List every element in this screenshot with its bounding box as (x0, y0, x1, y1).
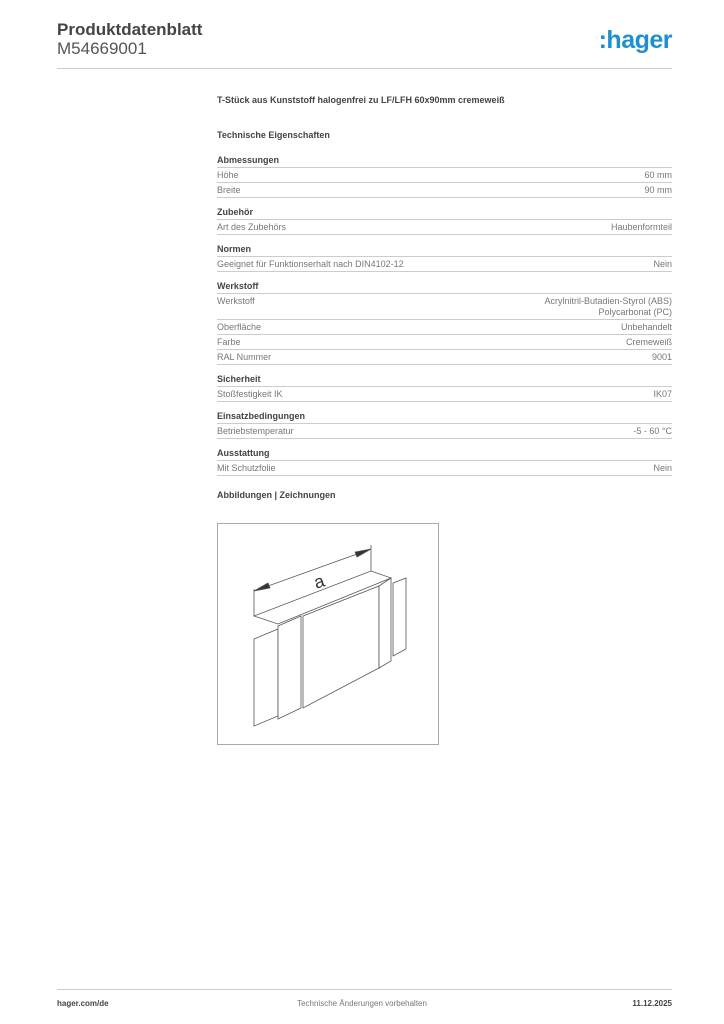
left-flap (254, 629, 278, 726)
spec-section (217, 447, 672, 476)
spec-label: Stoßfestigkeit IK (217, 389, 283, 399)
spec-label: Oberfläche (217, 322, 262, 332)
spec-label: Betriebstemperatur (217, 426, 294, 436)
section-title: Sicherheit (217, 373, 672, 387)
spec-row (217, 350, 672, 365)
spec-value-line: 90 mm (644, 185, 672, 195)
spec-label: Farbe (217, 337, 241, 347)
spec-value-line: Haubenformteil (610, 222, 672, 232)
spec-value (544, 296, 672, 318)
spec-row (217, 335, 672, 350)
spec-label: Art des Zubehörs (217, 222, 287, 232)
spec-value-line: Unbehandelt (620, 322, 672, 332)
spec-section (217, 373, 672, 402)
spec-value (633, 426, 672, 437)
footer-notice: Technische Änderungen vorbehalten (297, 999, 427, 1008)
right-flap (393, 578, 406, 656)
spec-label: Höhe (217, 170, 239, 180)
page-title: Produktdatenblatt (57, 20, 203, 39)
footer-date: 11.12.2025 (632, 999, 672, 1008)
arrow-left-icon (254, 583, 270, 591)
footer-website[interactable]: hager.com/de (57, 999, 109, 1008)
section-title: Zubehör (217, 206, 672, 220)
spec-label: RAL Nummer (217, 352, 272, 362)
header-divider (57, 68, 672, 69)
spec-section (217, 243, 672, 272)
spec-value-line: Cremeweiß (625, 337, 672, 347)
right-sleeve (379, 578, 391, 668)
spec-value-line: -5 - 60 °C (633, 426, 672, 436)
section-title: Einsatzbedingungen (217, 410, 672, 424)
technical-heading: Technische Eigenschaften (217, 130, 330, 140)
spec-row (217, 294, 672, 320)
product-description: T-Stück aus Kunststoff halogenfrei zu LF/LFH 60x90mm cremeweiß (217, 95, 505, 105)
spec-value (653, 389, 672, 400)
section-title: Abmessungen (217, 154, 672, 168)
article-number: M54669001 (57, 39, 147, 58)
spec-row (217, 320, 672, 335)
spec-value-line: 60 mm (644, 170, 672, 180)
left-sleeve (278, 616, 301, 719)
spec-value (621, 322, 672, 333)
spec-value (644, 185, 672, 196)
spec-row (217, 424, 672, 439)
spec-value-line: Nein (653, 463, 672, 473)
spec-section (217, 410, 672, 439)
technical-drawing (217, 523, 439, 745)
spec-sections (217, 154, 672, 476)
spec-label: Breite (217, 185, 241, 195)
section-title: Ausstattung (217, 447, 672, 461)
spec-row (217, 168, 672, 183)
spec-value (652, 352, 672, 363)
spec-label: Geeignet für Funktionserhalt nach DIN4102-12 (217, 259, 404, 269)
t-piece-drawing (218, 524, 440, 746)
spec-value-line: Acrylnitril-Butadien-Styrol (ABS) (544, 296, 672, 306)
spec-value (653, 259, 672, 270)
spec-row (217, 220, 672, 235)
dimension-label: a (311, 570, 327, 593)
spec-value (644, 170, 672, 181)
spec-row (217, 257, 672, 272)
arrow-right-icon (355, 549, 371, 557)
spec-row (217, 461, 672, 476)
spec-value-line: Polycarbonat (PC) (598, 307, 672, 317)
section-title: Werkstoff (217, 280, 672, 294)
spec-value (611, 222, 672, 233)
section-title: Normen (217, 243, 672, 257)
figures-heading: Abbildungen | Zeichnungen (217, 490, 336, 500)
spec-value-line: 9001 (651, 352, 672, 362)
spec-value-line: IK07 (653, 389, 672, 399)
footer-divider (57, 989, 672, 990)
spec-content (217, 95, 672, 500)
hager-logo: :hager (598, 26, 672, 54)
spec-value (626, 337, 672, 348)
spec-row (217, 183, 672, 198)
spec-value-line: Nein (653, 259, 672, 269)
spec-row (217, 387, 672, 402)
spec-section (217, 280, 672, 365)
spec-label: Mit Schutzfolie (217, 463, 276, 473)
spec-section (217, 154, 672, 198)
spec-label: Werkstoff (217, 296, 255, 306)
spec-value (653, 463, 672, 474)
spec-section (217, 206, 672, 235)
